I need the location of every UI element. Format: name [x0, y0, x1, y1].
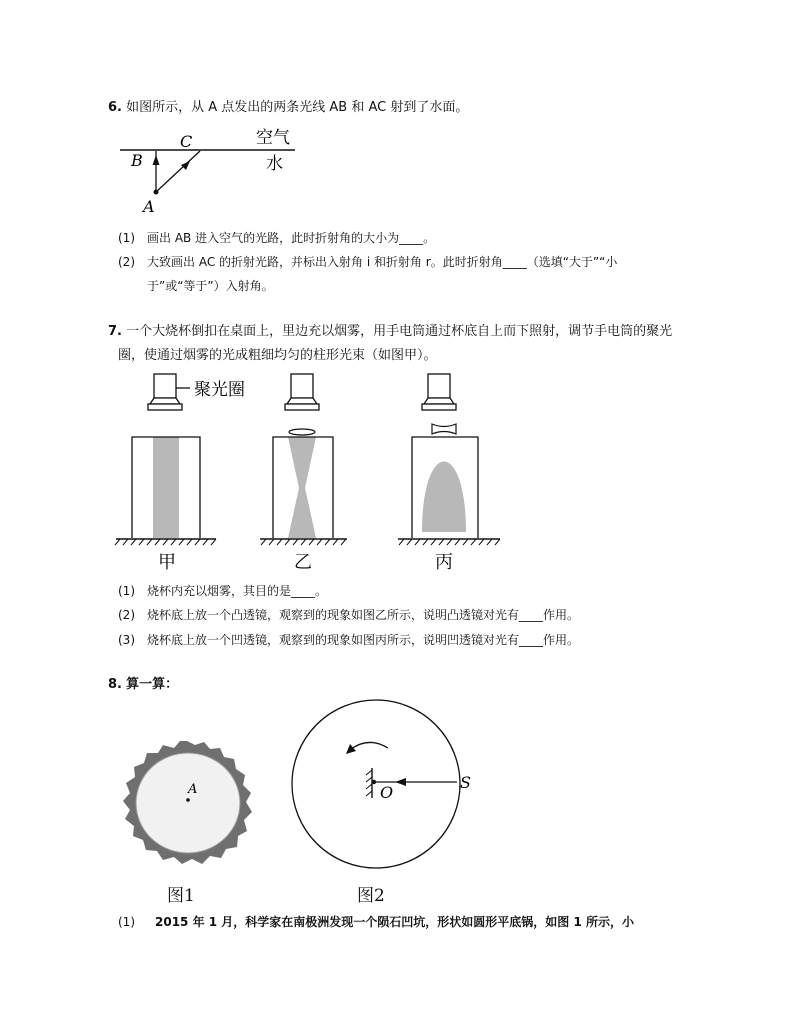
q6-sub2-number: (2)	[118, 255, 135, 269]
q8-stem	[108, 676, 178, 694]
label-jia: 甲	[158, 552, 176, 573]
q6-sub1	[118, 229, 436, 247]
q7-stem-1	[108, 323, 672, 341]
mirror-hatching	[366, 770, 372, 796]
q6-sub2	[118, 253, 618, 271]
q8-figure-1	[112, 738, 262, 870]
label-S: S	[460, 773, 471, 792]
q8-figure-2	[288, 698, 478, 878]
q7-stem-text-1: 一个大烧杯倒扣在桌面上，里边充以烟雾，用手电筒通过杯底自上而下照射，调节手电筒的聚光	[126, 324, 673, 339]
beaker-bing	[398, 424, 500, 545]
point-A	[154, 190, 159, 195]
q7-sub3	[118, 631, 580, 649]
beaker-jia	[115, 437, 216, 545]
q6-stem	[108, 99, 468, 117]
q7-stem-2: 圈，使通过烟雾的光成粗细均匀的柱形光束（如图甲）。	[118, 348, 437, 363]
ray-AC	[156, 151, 200, 192]
label-C: C	[180, 132, 193, 151]
q7-sub2-text: 烧杯底上放一个凸透镜，观察到的现象如图乙所示，说明凸透镜对光有____作用。	[147, 608, 580, 622]
q6-stem-text: 如图所示，从 A 点发出的两条光线 AB 和 AC 射到了水面。	[126, 100, 469, 115]
label-yi: 乙	[294, 552, 312, 573]
rotation-arrow	[350, 742, 388, 750]
point-A-crater	[186, 798, 190, 802]
beaker-yi	[260, 429, 347, 545]
flashlight-bing	[422, 374, 456, 410]
q7-sub2	[118, 606, 580, 624]
q8-number: 8.	[108, 677, 122, 692]
ray-AC-arrow	[181, 161, 190, 170]
q7-sub1	[118, 582, 328, 600]
fig1-caption: 图1	[167, 886, 195, 906]
ray-SO-arrow	[395, 778, 406, 786]
label-ring: 聚光圈	[194, 380, 245, 400]
q8-sub1-text: 2015 年 1 月，科学家在南极洲发现一个陨石凹坑，形状如圆形平底锅，如图 1 所示，小	[155, 915, 634, 929]
q6-number: 6.	[108, 100, 122, 115]
q8-stem-text: 算一算：	[126, 677, 179, 692]
point-O	[372, 780, 376, 784]
label-water: 水	[266, 154, 283, 174]
crater-floor	[136, 753, 240, 853]
q6-sub1-number: (1)	[118, 231, 135, 245]
q7-sub3-text: 烧杯底上放一个凹透镜，观察到的现象如图丙所示，说明凹透镜对光有____作用。	[147, 633, 580, 647]
label-O: O	[380, 783, 394, 802]
label-bing: 丙	[435, 552, 453, 573]
concave-lens	[432, 424, 456, 434]
convex-lens	[289, 429, 315, 435]
q7-figure	[110, 368, 510, 576]
q7-sub1-text: 烧杯内充以烟雾，其目的是____。	[147, 584, 328, 598]
fig2-caption: 图2	[357, 886, 385, 906]
flashlight-yi	[285, 374, 319, 410]
big-circle	[292, 700, 460, 868]
q6-sub1-text: 画出 AB 进入空气的光路，此时折射角的大小为____。	[147, 231, 436, 245]
q6-figure	[110, 125, 310, 220]
label-air: 空气	[256, 128, 290, 148]
q7-sub1-number: (1)	[118, 584, 135, 598]
q6-sub2-cont: 于”或“等于”）入射角。	[147, 279, 274, 293]
ray-AB-arrow	[153, 155, 160, 165]
rotation-arrowhead	[346, 744, 356, 754]
q8-sub1-number: (1)	[118, 915, 135, 929]
flashlight-jia	[148, 374, 182, 410]
q8-sub1	[118, 913, 634, 931]
q7-sub2-number: (2)	[118, 608, 135, 622]
q6-sub2-text1: 大致画出 AC 的折射光路，并标出入射角 i 和折射角 r。此时折射角____（选填“大于”“小	[147, 255, 618, 269]
label-A-crater: A	[188, 782, 198, 797]
label-B: B	[131, 151, 143, 170]
q7-number: 7.	[108, 324, 122, 339]
q7-sub3-number: (3)	[118, 633, 135, 647]
label-A: A	[143, 197, 155, 216]
